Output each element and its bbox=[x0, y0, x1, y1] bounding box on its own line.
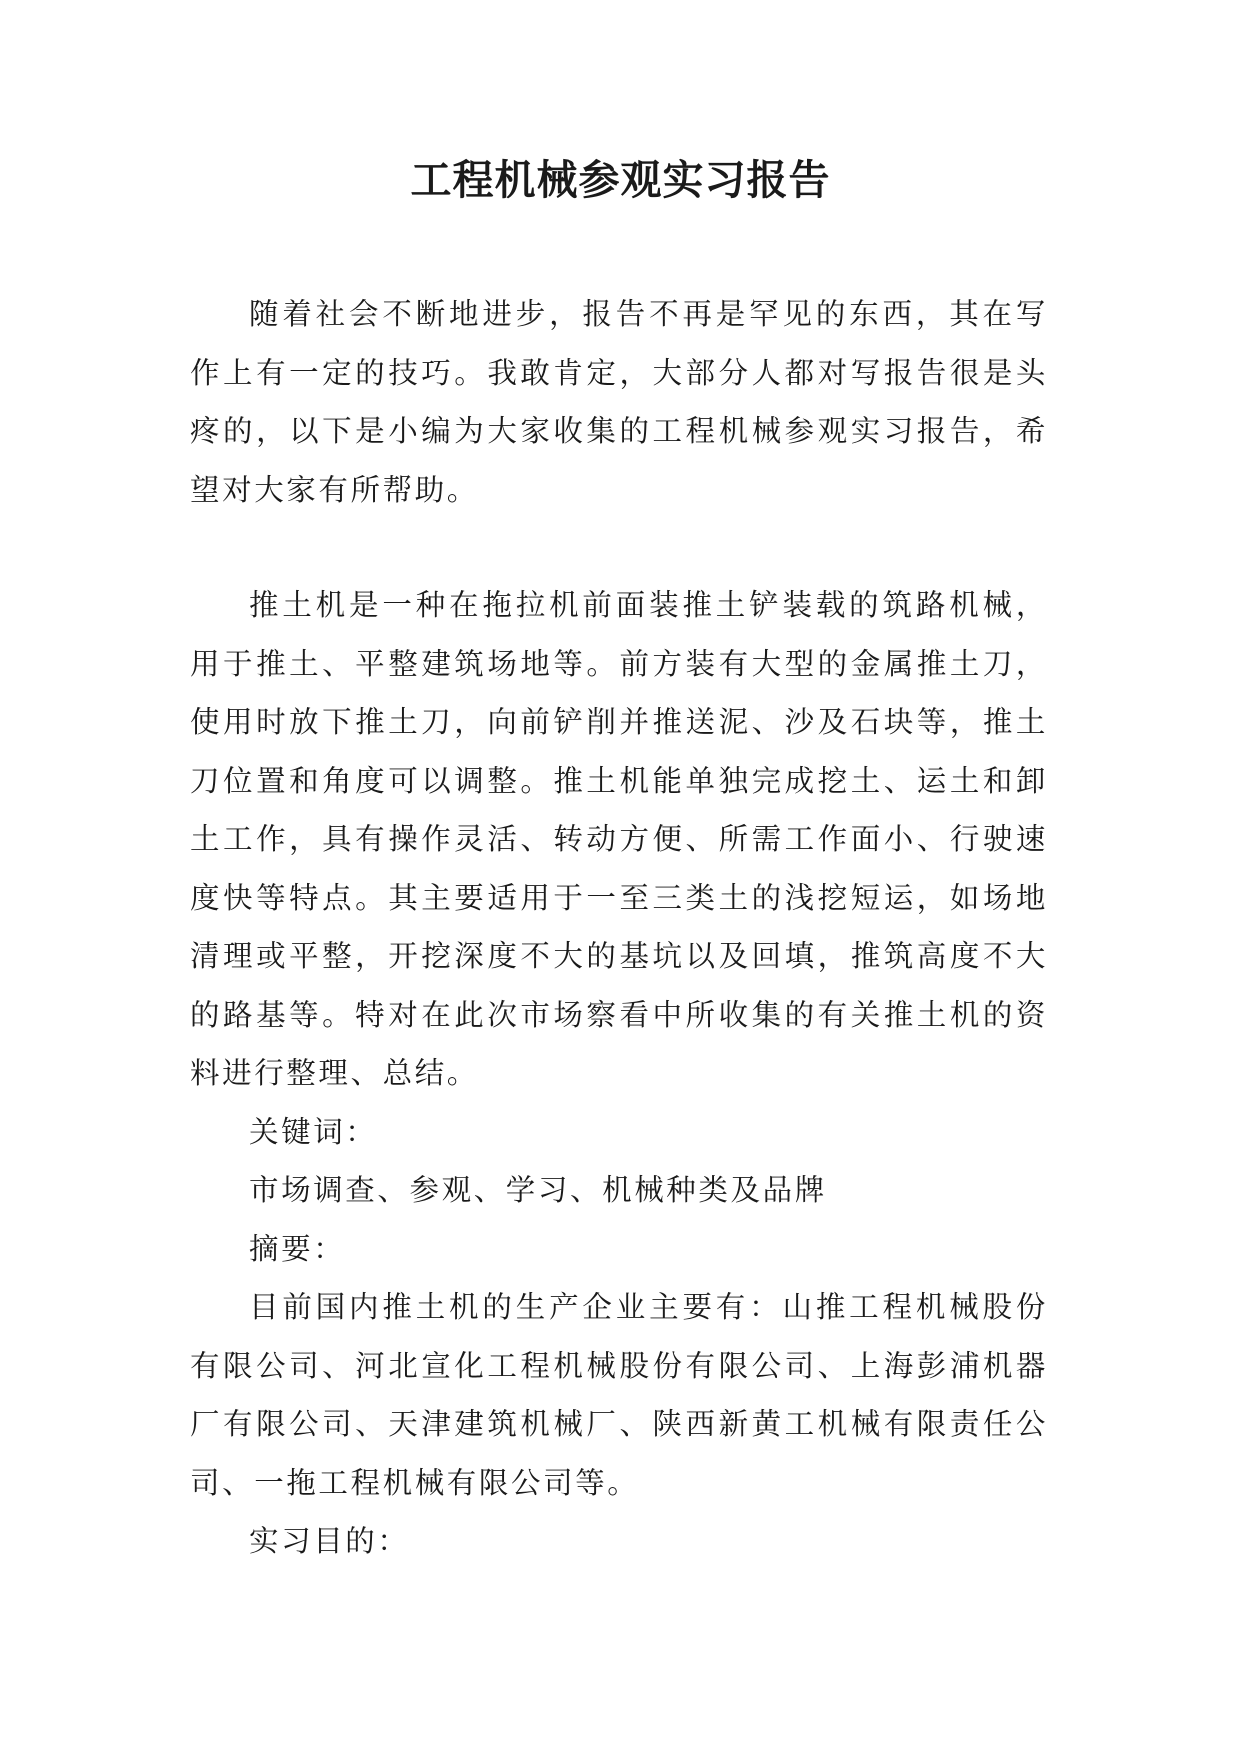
paragraph-manufacturers: 目前国内推土机的生产企业主要有：山推工程机械股份有限公司、河北宣化工程机械股份有限公司、上海彭浦机器厂有限公司、天津建筑机械厂、陕西新黄工机械有限责任公司、一拖工程机械有限公司等。 bbox=[190, 1290, 1048, 1500]
intro-block bbox=[190, 285, 1048, 519]
document-title: 工程机械参观实习报告 bbox=[410, 156, 831, 204]
paragraph-bulldozer: 推土机是一种在拖拉机前面装推土铲装载的筑路机械，用于推土、平整建筑场地等。前方装有大型的金属推土刀，使用时放下推土刀，向前铲削并推送泥、沙及石块等，推土刀位置和角度可以调整。推土机能单独完成挖土、运土和卸土工作，具有操作灵活、转动方便、所需工作面小、行驶速度快等特点。其主要适用于一至三类土的浅挖短运，如场地清理或平整，开挖深度不大的基坑以及回填，推筑高度不大的路基等。特对在此次市场察看中所收集的有关推土机的资料进行整理、总结。 bbox=[190, 588, 1048, 1090]
keywords-heading: 关键词： bbox=[249, 1114, 378, 1149]
abstract-heading: 摘要： bbox=[249, 1231, 346, 1266]
keywords-list: 市场调查、参观、学习、机械种类及品牌 bbox=[249, 1173, 827, 1207]
purpose-heading: 实习目的： bbox=[249, 1524, 410, 1558]
intro-paragraph: 随着社会不断地进步，报告不再是罕见的东西，其在写作上有一定的技巧。我敢肯定，大部分人都对写报告很是头疼的，以下是小编为大家收集的工程机械参观实习报告，希望对大家有所帮助。 bbox=[190, 297, 1048, 507]
main-body bbox=[190, 576, 1048, 1571]
